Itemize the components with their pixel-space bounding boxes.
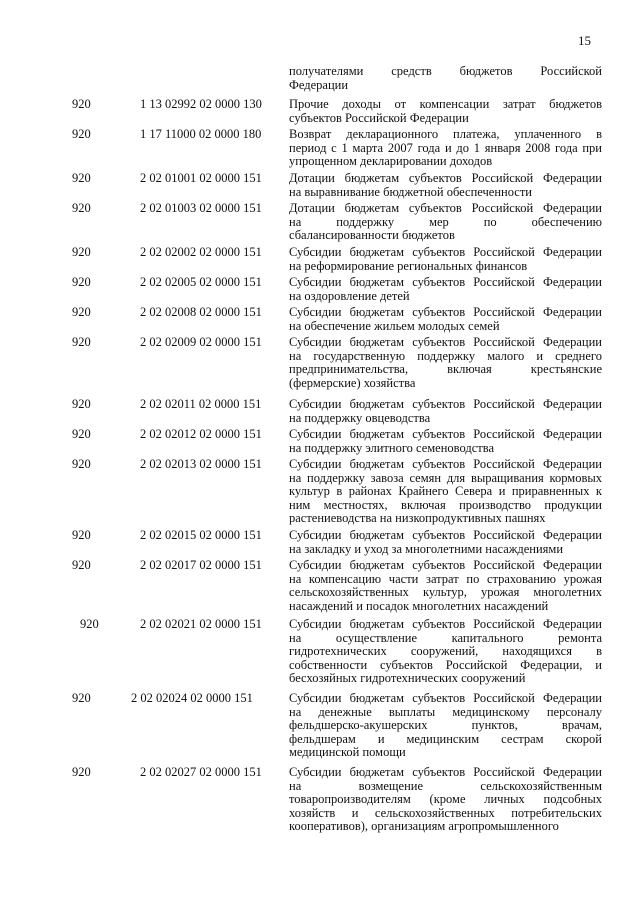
admin-code: 920 [72,558,91,572]
description-line: Субсидии бюджетам субъектов Российской Федерации [289,559,602,572]
budget-classification-code: 2 02 01003 02 0000 151 [140,201,262,215]
income-description [289,172,602,199]
admin-code: 920 [72,528,91,542]
income-description [289,398,602,425]
income-description [289,65,602,92]
budget-classification-code: 2 02 01001 02 0000 151 [140,171,262,185]
income-description [289,458,602,526]
budget-classification-code: 2 02 02021 02 0000 151 [140,617,262,631]
description-line: получателями средств бюджетов Российской [289,65,602,78]
admin-code: 920 [80,617,99,631]
income-description [289,766,602,834]
description-line: Субсидии бюджетам субъектов Российской Федерации [289,458,602,471]
admin-code: 920 [72,457,91,471]
description-line: на оздоровление детей [289,289,410,303]
description-line: сельскохозяйственных культур, урожая многолетних [289,586,602,599]
description-line: субъектов Российской Федерации [289,111,469,125]
description-line: Субсидии бюджетам субъектов Российской Федерации [289,398,602,411]
budget-classification-code: 1 17 11000 02 0000 180 [140,127,262,141]
budget-classification-code: 2 02 02002 02 0000 151 [140,245,262,259]
description-line: Дотации бюджетам субъектов Российской Федерации [289,172,602,185]
description-line: хозяйств и сельскохозяйственных потребительских [289,806,602,820]
description-line: на денежные выплаты медицинскому персоналу [289,705,602,719]
description-line: Дотации бюджетам субъектов Российской Федерации [289,202,602,215]
admin-code: 920 [72,275,91,289]
description-line: на осуществление капитального ремонта [289,631,602,645]
description-line: бесхозяйных гидротехнических сооружений [289,672,526,685]
admin-code: 920 [72,765,91,779]
income-description [289,202,602,243]
income-description [289,618,602,686]
budget-classification-code: 2 02 02005 02 0000 151 [140,275,262,289]
description-line: товаропроизводителям (кроме личных подсобных [289,793,602,806]
description-line: на поддержку элитного семеноводства [289,441,495,455]
description-line: кооперативов), организациям агропромышленного [289,820,559,833]
description-line: Субсидии бюджетам субъектов Российской Федерации [289,692,602,705]
description-line: на поддержку завоза семян для выращивания кормовых [289,471,602,485]
description-line: культур в районах Крайнего Севера и приравненных к [289,485,602,498]
description-line: гидротехнических сооружений, находящихся в [289,645,602,658]
description-line: фельдшерско-акушерских пунктов, врачам, [289,719,602,732]
budget-classification-code: 2 02 02017 02 0000 151 [140,558,262,572]
description-line: на поддержку мер по обеспечению [289,215,602,229]
description-line: на компенсацию части затрат по страхованию урожая [289,572,602,586]
admin-code: 920 [72,171,91,185]
income-description [289,246,602,273]
admin-code: 920 [72,97,91,111]
budget-classification-code: 1 13 02992 02 0000 130 [140,97,262,111]
description-line: Субсидии бюджетам субъектов Российской Федерации [289,306,602,319]
income-description [289,98,602,125]
description-line: ним местностях, включая производство продукции [289,498,602,512]
admin-code: 920 [72,245,91,259]
budget-classification-code: 2 02 02027 02 0000 151 [140,765,262,779]
budget-classification-code: 2 02 02011 02 0000 151 [140,397,262,411]
description-line: на реформирование региональных финансов [289,259,528,273]
admin-code: 920 [72,397,91,411]
description-line: Субсидии бюджетам субъектов Российской Федерации [289,276,602,289]
description-line: сбалансированности бюджетов [289,229,455,242]
description-line: период с 1 марта 2007 года и до 1 января 2008 года при [289,141,602,155]
description-line: на государственную поддержку малого и среднего [289,349,602,363]
description-line: на закладку и уход за многолетними насаждениями [289,542,564,556]
description-line: насаждений и посадок многолетних насаждений [289,599,549,613]
description-line: на возмещение сельскохозяйственным [289,779,602,793]
budget-classification-code: 2 02 02024 02 0000 151 [131,691,253,705]
budget-classification-code: 2 02 02013 02 0000 151 [140,457,262,471]
budget-classification-code: 2 02 02009 02 0000 151 [140,335,262,349]
admin-code: 920 [72,427,91,441]
description-line: на обеспечение жильем молодых семей [289,319,500,333]
description-line: медицинской помощи [289,746,406,759]
admin-code: 920 [72,127,91,141]
income-description [289,306,602,333]
income-description [289,559,602,613]
description-line: Субсидии бюджетам субъектов Российской Федерации [289,618,602,631]
description-line: Субсидии бюджетам субъектов Российской Федерации [289,336,602,349]
income-description [289,529,602,556]
description-line: растениеводства на низкопродуктивных пашнях [289,512,546,525]
description-line: Субсидии бюджетам субъектов Российской Федерации [289,529,602,542]
description-line: Прочие доходы от компенсации затрат бюджетов [289,98,602,111]
admin-code: 920 [72,201,91,215]
budget-classification-code: 2 02 02008 02 0000 151 [140,305,262,319]
admin-code: 920 [72,305,91,319]
description-line: Субсидии бюджетам субъектов Российской Федерации [289,766,602,779]
page-number: 15 [578,33,591,48]
income-description [289,336,602,390]
income-description [289,692,602,760]
budget-classification-code: 2 02 02012 02 0000 151 [140,427,262,441]
budget-classification-code: 2 02 02015 02 0000 151 [140,528,262,542]
income-description [289,428,602,455]
description-line: (фермерские) хозяйства [289,376,416,390]
income-description [289,128,602,169]
admin-code: 920 [72,335,91,349]
description-line: Федерации [289,78,349,92]
description-line: упрощенном декларировании доходов [289,155,493,168]
description-line: на выравнивание бюджетной обеспеченности [289,185,532,199]
description-line: Субсидии бюджетам субъектов Российской Федерации [289,246,602,259]
description-line: на поддержку овцеводства [289,411,431,425]
admin-code: 920 [72,691,91,705]
description-line: Возврат декларационного платежа, уплаченного в [289,128,602,141]
description-line: фельдшерам и медицинским сестрам скорой [289,732,602,746]
description-line: Субсидии бюджетам субъектов Российской Федерации [289,428,602,441]
description-line: собственности субъектов Российской Федерации, и [289,658,602,672]
description-line: предпринимательства, включая крестьянские [289,363,602,376]
income-description [289,276,602,303]
